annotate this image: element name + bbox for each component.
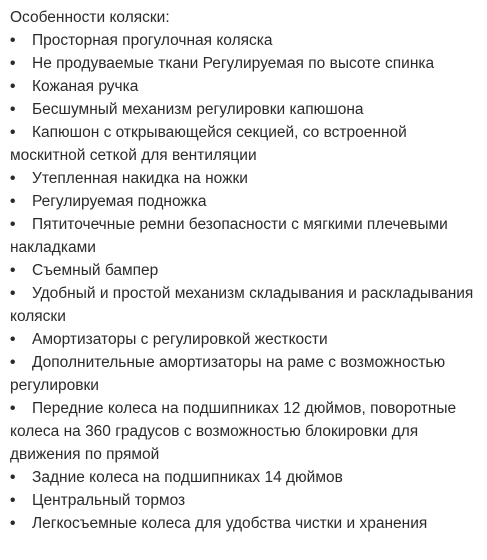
feature-item: [10, 466, 481, 489]
feature-text: Легкосъемные колеса для удобства чистки и хранения: [32, 515, 428, 532]
feature-text: Передние колеса на подшипниках 12 дюймов, поворотные колеса на 360 градусов с возможностью блокировки для движения по прямой: [10, 400, 457, 463]
feature-item: [10, 282, 481, 328]
feature-text: Задние колеса на подшипниках 14 дюймов: [32, 469, 343, 486]
bullet-icon: •: [10, 492, 16, 509]
feature-text: Капюшон с открывающейся секцией, со встроенной москитной сеткой для вентиляции: [10, 124, 407, 164]
feature-text: Съемный бампер: [32, 262, 159, 279]
feature-text: Регулируемая подножка: [32, 193, 207, 210]
feature-text: Центральный тормоз: [32, 492, 186, 509]
feature-item: [10, 52, 481, 75]
feature-item: [10, 397, 481, 466]
feature-item: [10, 259, 481, 282]
bullet-icon: •: [10, 216, 16, 233]
bullet-icon: •: [10, 32, 16, 49]
bullet-icon: •: [10, 469, 16, 486]
bullet-icon: •: [10, 193, 16, 210]
feature-text: Амортизаторы с регулировкой жесткости: [32, 331, 328, 348]
bullet-icon: •: [10, 400, 16, 417]
feature-text: Бесшумный механизм регулировки капюшона: [32, 101, 364, 118]
bullet-icon: •: [10, 354, 16, 371]
bullet-icon: •: [10, 331, 16, 348]
feature-text: Удобный и простой механизм складывания и раскладывания коляски: [10, 285, 474, 325]
feature-item: [10, 29, 481, 52]
feature-item: [10, 121, 481, 167]
feature-item: [10, 512, 481, 535]
feature-item: [10, 98, 481, 121]
bullet-icon: •: [10, 285, 16, 302]
document-heading: Особенности коляски:: [10, 9, 170, 26]
feature-item: [10, 167, 481, 190]
bullet-icon: •: [10, 55, 16, 72]
feature-item: [10, 213, 481, 259]
feature-item: [10, 489, 481, 512]
bullet-icon: •: [10, 262, 16, 279]
bullet-icon: •: [10, 515, 16, 532]
feature-text: Кожаная ручка: [32, 78, 139, 95]
feature-list: [10, 29, 481, 535]
feature-item: [10, 328, 481, 351]
feature-text: Пятиточечные ремни безопасности с мягкими плечевыми накладками: [10, 216, 448, 256]
bullet-icon: •: [10, 124, 16, 141]
feature-text: Просторная прогулочная коляска: [32, 32, 273, 49]
bullet-icon: •: [10, 78, 16, 95]
bullet-icon: •: [10, 170, 16, 187]
feature-item: [10, 351, 481, 397]
feature-item: [10, 190, 481, 213]
feature-text: Дополнительные амортизаторы на раме с возможностью регулировки: [10, 354, 446, 394]
bullet-icon: •: [10, 101, 16, 118]
feature-item: [10, 75, 481, 98]
feature-text: Не продуваемые ткани Регулируемая по высоте спинка: [32, 55, 435, 72]
feature-text: Утепленная накидка на ножки: [32, 170, 248, 187]
